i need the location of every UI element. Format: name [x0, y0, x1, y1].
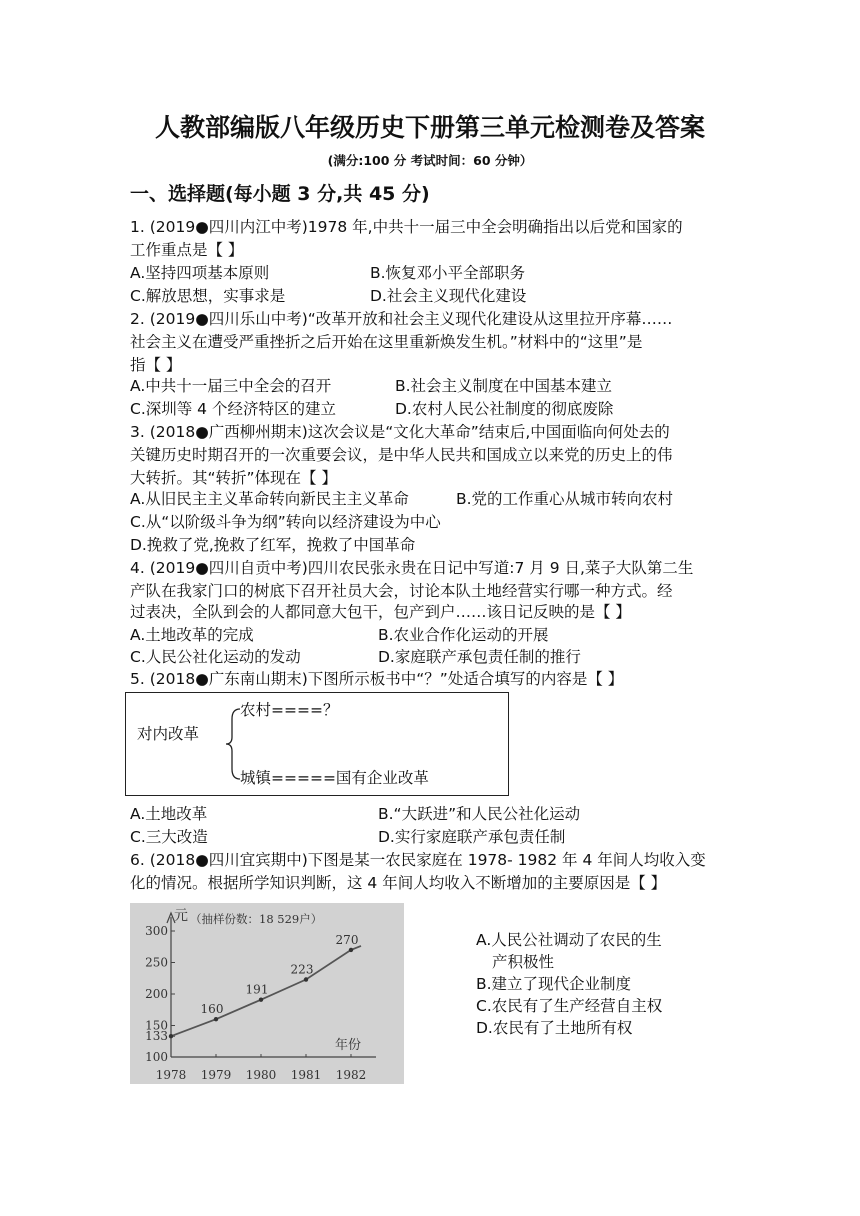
board-label: 对内改革: [137, 725, 200, 743]
q4-stem-line-1: 4. (2019●四川自贡中考)四川农民张永贵在日记中写道:7 月 9 日,菜子大队第二生: [130, 559, 694, 577]
q4-option-c: C.人民公社化运动的发动: [130, 648, 301, 666]
x-tick-label: 1980: [245, 1068, 277, 1082]
q6-option-a-cont: 产积极性: [492, 953, 555, 971]
income-line-chart: [130, 903, 404, 1084]
q1-option-d: D.社会主义现代化建设: [370, 287, 527, 305]
chart-sample-note: （抽样份数：18 529户）: [190, 912, 323, 926]
q6-option-d: D.农民有了土地所有权: [476, 1019, 633, 1037]
data-point: [259, 997, 263, 1001]
q3-stem-line-3: 大转折。其“转折”体现在【 】: [130, 469, 337, 487]
data-point: [349, 948, 353, 952]
q1-stem-line-1: 1. (2019●四川内江中考)1978 年,中共十一届三中全会明确指出以后党和国家的: [130, 218, 683, 236]
q2-stem-line-3: 指【 】: [130, 356, 182, 374]
y-tick-label: 250: [145, 955, 168, 970]
blackboard-diagram: [125, 692, 509, 796]
q2-option-a: A.中共十一届三中全会的召开: [130, 377, 332, 395]
q4-stem-line-2: 产队在我家门口的树底下召开社员大会，讨论本队土地经营实行哪一种方式。经: [130, 582, 673, 600]
q1-option-c: C.解放思想，实事求是: [130, 287, 286, 305]
x-tick-label: 1978: [155, 1068, 187, 1082]
q3-option-b: B.党的工作重心从城市转向农村: [456, 490, 674, 508]
q1-option-a: A.坚持四项基本原则: [130, 264, 270, 282]
data-point: [304, 977, 308, 981]
data-label: 270: [335, 932, 359, 947]
q4-option-a: A.土地改革的完成: [130, 626, 254, 644]
x-tick-label: 1982: [335, 1068, 367, 1082]
data-label: 191: [245, 982, 269, 997]
q2-option-b: B.社会主义制度在中国基本建立: [395, 377, 613, 395]
data-point: [169, 1034, 173, 1038]
section-heading: 一、选择题(每小题 3 分,共 45 分): [130, 183, 430, 205]
q2-stem-line-1: 2. (2019●四川乐山中考)“改革开放和社会主义现代化建设从这里拉开序幕……: [130, 310, 673, 328]
q5-option-b: B.“大跃进”和人民公社化运动: [378, 805, 581, 823]
x-axis-label: 年份: [335, 1038, 362, 1053]
y-tick-label: 133: [145, 1029, 168, 1044]
q6-stem-line-1: 6. (2018●四川宜宾期中)下图是某一农民家庭在 1978- 1982 年 4 年间人均收入变: [130, 851, 706, 869]
y-tick-label: 100: [145, 1050, 168, 1064]
q6-stem-line-2: 化的情况。根据所学知识判断，这 4 年间人均收入不断增加的主要原因是【 】: [130, 874, 667, 892]
board-rural-line: 农村====？: [240, 701, 339, 719]
q1-stem-line-2: 工作重点是【 】: [130, 241, 244, 259]
q4-option-d: D.家庭联产承包责任制的推行: [378, 648, 581, 666]
q6-option-a: A.人民公社调动了农民的生: [476, 931, 662, 949]
x-tick-label: 1979: [200, 1068, 232, 1082]
q3-stem-line-1: 3. (2018●广西柳州期末)这次会议是“文化大革命”结束后,中国面临向何处去的: [130, 423, 670, 441]
q6-option-c: C.农民有了生产经营自主权: [476, 997, 663, 1015]
q5-stem-line-1: 5. (2018●广东南山期末)下图所示板书中“？”处适合填写的内容是【 】: [130, 670, 624, 688]
q2-stem-line-2: 社会主义在遭受严重挫折之后开始在这里重新焕发生机。”材料中的“这里”是: [130, 333, 643, 351]
q4-stem-line-3: 过表决，全队到会的人都同意大包干，包产到户……该日记反映的是【 】: [130, 603, 631, 621]
q5-option-d: D.实行家庭联产承包责任制: [378, 828, 566, 846]
q3-stem-line-2: 关键历史时期召开的一次重要会议，是中华人民共和国成立以来党的历史上的伟: [130, 446, 673, 464]
y-tick-label: 300: [145, 924, 168, 938]
x-tick-label: 1981: [290, 1068, 322, 1082]
q6-option-b: B.建立了现代企业制度: [476, 975, 632, 993]
income-chart-svg: [130, 903, 404, 1084]
y-axis-unit-label: 元: [174, 908, 188, 924]
data-label: 223: [290, 962, 314, 977]
q5-option-c: C.三大改造: [130, 828, 208, 846]
q2-option-c: C.深圳等 4 个经济特区的建立: [130, 400, 336, 418]
page-title: 人教部编版八年级历史下册第三单元检测卷及答案: [154, 113, 705, 142]
data-point: [214, 1017, 218, 1021]
q4-option-b: B.农业合作化运动的开展: [378, 626, 549, 644]
q3-option-d: D.挽救了党,挽救了红军，挽救了中国革命: [130, 536, 416, 554]
q2-option-d: D.农村人民公社制度的彻底废除: [395, 400, 614, 418]
q5-option-a: A.土地改革: [130, 805, 208, 823]
y-tick-label: 150: [145, 1018, 168, 1033]
board-urban-line: 城镇=====国有企业改革: [240, 769, 429, 787]
q1-option-b: B.恢复邓小平全部职务: [370, 264, 526, 282]
q3-option-c: C.从“以阶级斗争为纲”转向以经济建设为中心: [130, 513, 441, 531]
q3-option-a: A.从旧民主主义革命转向新民主主义革命: [130, 490, 409, 508]
exam-info: (满分:100 分 考试时间：60 分钟）: [327, 153, 533, 168]
y-tick-label: 200: [145, 987, 168, 1001]
data-label: 160: [200, 1002, 224, 1017]
